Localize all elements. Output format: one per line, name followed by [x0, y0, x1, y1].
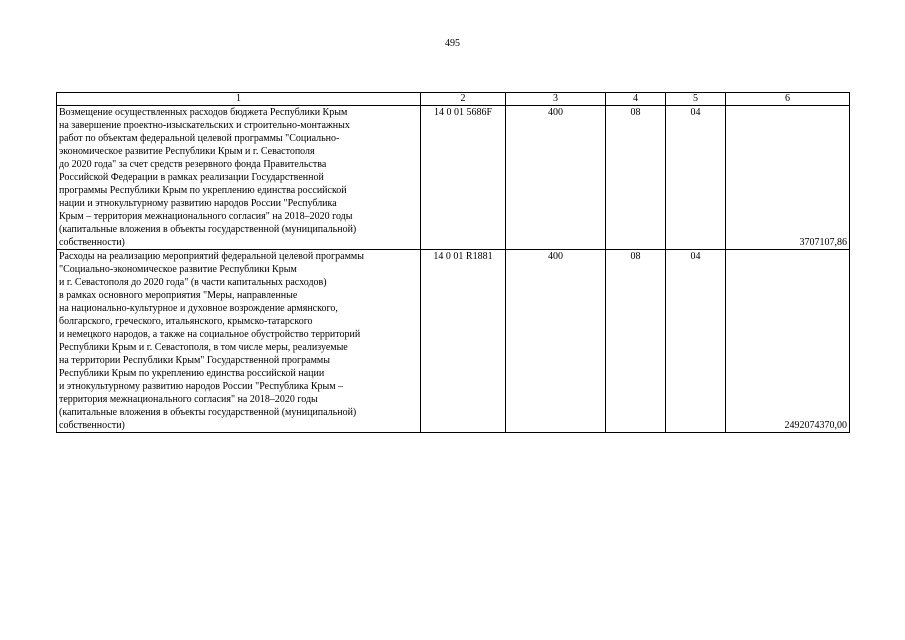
description-line: до 2020 года" за счет средств резервного фонда Правительства [59, 159, 327, 170]
description-line: (капитальные вложения в объекты государственной (муниципальной) [59, 224, 357, 235]
description-line: и г. Севастополя до 2020 года" (в части капитальных расходов) [59, 277, 327, 288]
description-line: болгарского, греческого, итальянского, крымско-татарского [59, 316, 313, 327]
column-header: 5 [666, 93, 726, 106]
description-cell [57, 250, 421, 433]
description-line: (капитальные вложения в объекты государственной (муниципальной) [59, 407, 357, 418]
description-line: Возмещение осуществленных расходов бюджета Республики Крым [59, 107, 348, 118]
subsection-cell: 04 [666, 106, 726, 250]
column-header: 4 [606, 93, 666, 106]
column-header: 3 [506, 93, 606, 106]
description-line: Российской Федерации в рамках реализации Государственной [59, 172, 324, 183]
description-line: на завершение проектно-изыскательских и строительно-монтажных [59, 120, 350, 131]
description-line: программы Республики Крым по укреплению единства российской [59, 185, 347, 196]
description-line: в рамках основного мероприятия "Меры, направленные [59, 290, 298, 301]
subsection-cell: 04 [666, 250, 726, 433]
description-line: Республики Крым и г. Севастополя, в том числе меры, реализуемые [59, 342, 348, 353]
budget-table [56, 92, 850, 433]
table-row [57, 250, 850, 433]
description-line: и немецкого народов, а также на социальное обустройство территорий [59, 329, 361, 340]
column-header: 6 [726, 93, 850, 106]
description-line: собственности) [59, 420, 125, 431]
description-line: на территории Республики Крым" Государственной программы [59, 355, 330, 366]
column-header: 2 [421, 93, 506, 106]
amount-cell: 2492074370,00 [726, 250, 850, 433]
column-header: 1 [57, 93, 421, 106]
amount-cell: 3707107,86 [726, 106, 850, 250]
page-number: 495 [445, 38, 460, 49]
section-cell: 08 [606, 106, 666, 250]
description-line: и этнокультурному развитию народов России "Республика Крым – [59, 381, 344, 392]
description-cell [57, 106, 421, 250]
description-line: собственности) [59, 237, 125, 248]
description-line: нации и этнокультурному развитию народов России "Республика [59, 198, 337, 209]
description-line: экономическое развитие Республики Крым и г. Севастополя [59, 146, 315, 157]
expense-type-cell: 400 [506, 250, 606, 433]
description-line: работ по объектам федеральной целевой программы "Социально- [59, 133, 340, 144]
description-line: на национально-культурное и духовное возрождение армянского, [59, 303, 338, 314]
table-row [57, 106, 850, 250]
code-cell: 14 0 01 R1881 [421, 250, 506, 433]
section-cell: 08 [606, 250, 666, 433]
code-cell: 14 0 01 5686F [421, 106, 506, 250]
expense-type-cell: 400 [506, 106, 606, 250]
description-line: Расходы на реализацию мероприятий федеральной целевой программы [59, 251, 364, 262]
description-line: "Социально-экономическое развитие Республики Крым [59, 264, 297, 275]
table-header-row [57, 93, 850, 106]
description-line: Крым – территория межнационального согласия" на 2018–2020 годы [59, 211, 353, 222]
description-line: территория межнационального согласия" на 2018–2020 годы [59, 394, 318, 405]
description-line: Республики Крым по укреплению единства российской нации [59, 368, 325, 379]
